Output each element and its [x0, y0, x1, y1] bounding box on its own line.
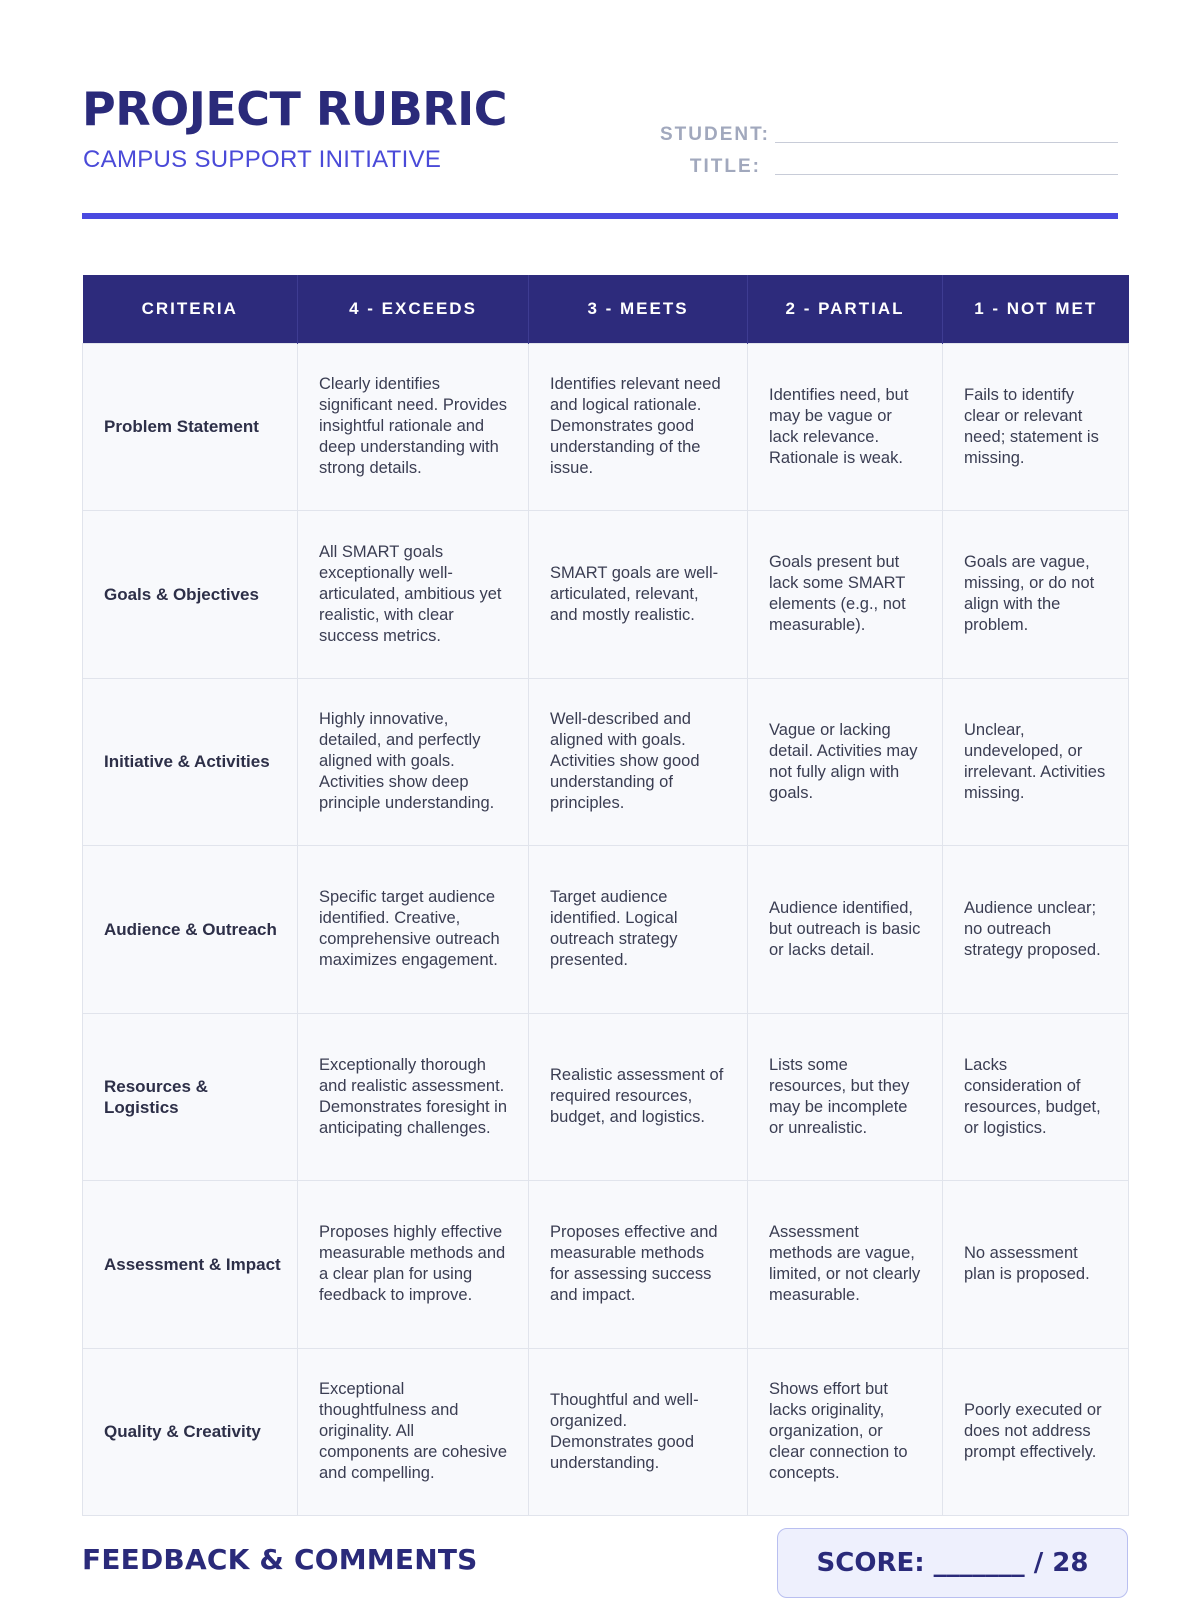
table-row: [83, 846, 1129, 1014]
criterion-cell: Assessment & Impact: [83, 1181, 298, 1349]
exceeds-cell: Highly innovative, detailed, and perfectly aligned with goals. Activities show deep principle understanding.: [298, 678, 529, 846]
partial-cell: Audience identified, but outreach is basic or lacks detail.: [748, 846, 943, 1014]
table-row: [83, 343, 1129, 511]
criterion-cell: Audience & Outreach: [83, 846, 298, 1014]
student-info-fields: [660, 114, 1118, 178]
column-header-meets: 3 - MEETS: [529, 275, 748, 343]
not-met-cell: Unclear, undeveloped, or irrelevant. Activities missing.: [943, 678, 1129, 846]
criterion-cell: Problem Statement: [83, 343, 298, 511]
table-row: [83, 1013, 1129, 1181]
title-field-row: [660, 146, 1118, 178]
rubric-table-header: [83, 275, 1129, 343]
not-met-cell: Goals are vague, missing, or do not align with the problem.: [943, 511, 1129, 679]
student-field-row: [660, 114, 1118, 146]
score-box[interactable]: [777, 1528, 1128, 1598]
table-row: [83, 1181, 1129, 1349]
column-header-partial: 2 - PARTIAL: [748, 275, 943, 343]
rubric-header: [82, 0, 1118, 222]
criterion-cell: Resources & Logistics: [83, 1013, 298, 1181]
student-name-field[interactable]: [775, 123, 1118, 143]
table-row: [83, 678, 1129, 846]
meets-cell: SMART goals are well-articulated, relevant, and mostly realistic.: [529, 511, 748, 679]
score-label: SCORE: _______ / 28: [816, 1548, 1089, 1578]
meets-cell: Well-described and aligned with goals. Activities show good understanding of principles.: [529, 678, 748, 846]
partial-cell: Shows effort but lacks originality, organization, or clear connection to concepts.: [748, 1348, 943, 1516]
exceeds-cell: Specific target audience identified. Creative, comprehensive outreach maximizes engagement.: [298, 846, 529, 1014]
not-met-cell: Lacks consideration of resources, budget, or logistics.: [943, 1013, 1129, 1181]
not-met-cell: Poorly executed or does not address prompt effectively.: [943, 1348, 1129, 1516]
partial-cell: Lists some resources, but they may be incomplete or unrealistic.: [748, 1013, 943, 1181]
feedback-heading: FEEDBACK & COMMENTS: [82, 1543, 478, 1576]
exceeds-cell: Exceptionally thorough and realistic assessment. Demonstrates foresight in anticipating challenges.: [298, 1013, 529, 1181]
partial-cell: Goals present but lack some SMART elements (e.g., not measurable).: [748, 511, 943, 679]
meets-cell: Proposes effective and measurable methods for assessing success and impact.: [529, 1181, 748, 1349]
table-row: [83, 511, 1129, 679]
column-header-not-met: 1 - NOT MET: [943, 275, 1129, 343]
exceeds-cell: Clearly identifies significant need. Provides insightful rationale and deep understanding with strong details.: [298, 343, 529, 511]
criterion-cell: Initiative & Activities: [83, 678, 298, 846]
meets-cell: Realistic assessment of required resources, budget, and logistics.: [529, 1013, 748, 1181]
student-field-label: STUDENT:: [660, 124, 770, 145]
header-divider: [82, 213, 1118, 219]
meets-cell: Identifies relevant need and logical rationale. Demonstrates good understanding of the issue.: [529, 343, 748, 511]
title-field-label: TITLE:: [689, 156, 761, 177]
project-title-field[interactable]: [775, 155, 1118, 175]
criterion-cell: Quality & Creativity: [83, 1348, 298, 1516]
criterion-cell: Goals & Objectives: [83, 511, 298, 679]
meets-cell: Thoughtful and well-organized. Demonstrates good understanding.: [529, 1348, 748, 1516]
exceeds-cell: Exceptional thoughtfulness and originality. All components are cohesive and compelling.: [298, 1348, 529, 1516]
not-met-cell: Fails to identify clear or relevant need; statement is missing.: [943, 343, 1129, 511]
column-header-criteria: CRITERIA: [83, 275, 298, 343]
rubric-table: [82, 275, 1129, 1516]
column-header-exceeds: 4 - EXCEEDS: [298, 275, 529, 343]
page-title: PROJECT RUBRIC: [82, 82, 508, 136]
exceeds-cell: All SMART goals exceptionally well-articulated, ambitious yet realistic, with clear success metrics.: [298, 511, 529, 679]
exceeds-cell: Proposes highly effective measurable methods and a clear plan for using feedback to improve.: [298, 1181, 529, 1349]
page-subtitle: CAMPUS SUPPORT INITIATIVE: [83, 146, 442, 173]
table-row: [83, 1348, 1129, 1516]
meets-cell: Target audience identified. Logical outreach strategy presented.: [529, 846, 748, 1014]
partial-cell: Identifies need, but may be vague or lack relevance. Rationale is weak.: [748, 343, 943, 511]
partial-cell: Vague or lacking detail. Activities may not fully align with goals.: [748, 678, 943, 846]
not-met-cell: No assessment plan is proposed.: [943, 1181, 1129, 1349]
not-met-cell: Audience unclear; no outreach strategy proposed.: [943, 846, 1129, 1014]
partial-cell: Assessment methods are vague, limited, or not clearly measurable.: [748, 1181, 943, 1349]
